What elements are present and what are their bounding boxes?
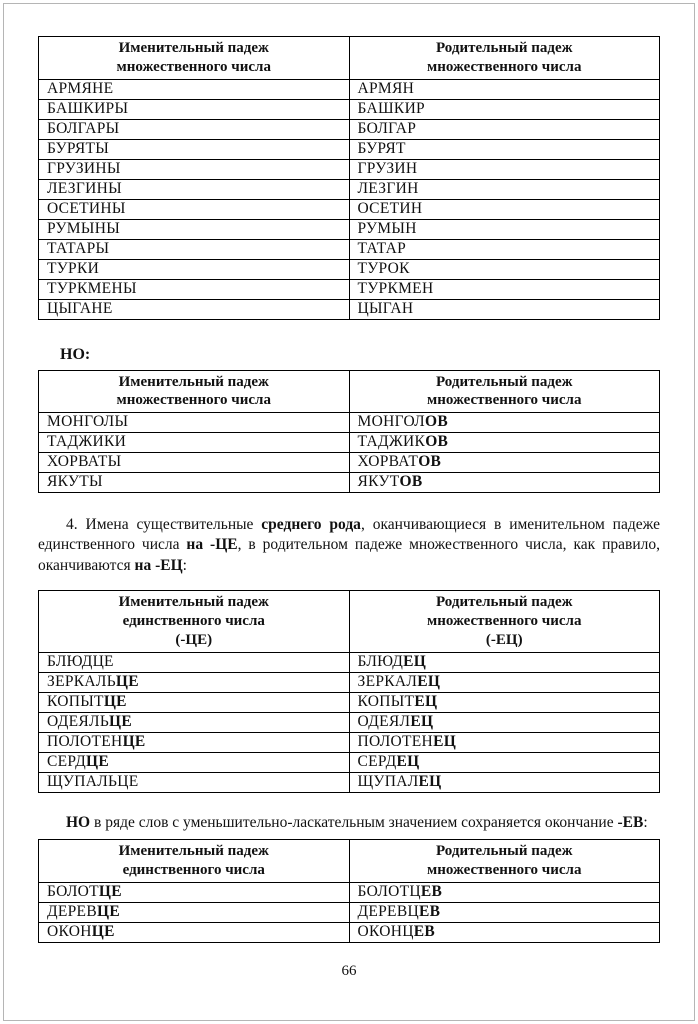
text-segment: ПОЛОТЕН (47, 732, 123, 750)
table-row (39, 279, 660, 299)
word-cell (39, 652, 350, 672)
word-cell (39, 79, 350, 99)
word-cell (349, 772, 660, 792)
word-cell (349, 433, 660, 453)
word-cell (39, 139, 350, 159)
text-segment: ТУРОК (357, 259, 410, 277)
text-segment: ЕЦ (418, 772, 442, 790)
table-row (39, 219, 660, 239)
header-row (39, 591, 660, 652)
ev-table-wrap (38, 839, 660, 943)
table-row (39, 473, 660, 493)
text-segment: БОЛОТ (47, 882, 99, 900)
text-segment: ТАТАР (357, 239, 407, 257)
table-row (39, 259, 660, 279)
word-cell (349, 732, 660, 752)
text-segment: ТАТАРЫ (47, 239, 110, 257)
word-cell (349, 259, 660, 279)
table-row (39, 882, 660, 902)
table-row (39, 433, 660, 453)
table-row (39, 672, 660, 692)
column-header: Родительный падеж множественного числа (349, 370, 660, 413)
text-segment: БОЛГАРЫ (47, 119, 120, 137)
text-segment: ГРУЗИН (357, 159, 418, 177)
word-cell (39, 712, 350, 732)
text-segment: ОДЕЯЛЬ (47, 712, 110, 730)
exceptions-table-wrap (38, 370, 660, 494)
text-segment: ОДЕЯЛ (357, 712, 411, 730)
word-cell (39, 159, 350, 179)
text-segment: МОНГОЛЫ (47, 413, 129, 431)
word-cell (39, 732, 350, 752)
text-segment: ЕЦ (417, 672, 441, 690)
text-segment: на -ЦЕ (186, 536, 238, 554)
table-row (39, 179, 660, 199)
text-segment: ХОРВАТ (357, 453, 419, 471)
word-cell (349, 119, 660, 139)
table-row (39, 119, 660, 139)
text-segment: ЦЕ (103, 692, 127, 710)
text-segment: КОПЫТ (47, 692, 104, 710)
tse-table (38, 590, 660, 792)
word-cell (349, 413, 660, 433)
text-segment: ЕВ (413, 922, 436, 940)
text-segment: среднего рода (261, 516, 361, 533)
column-header: Именительный падеж единственного числа (-ЦЕ) (39, 591, 350, 652)
text-segment: ЛЕЗГИНЫ (47, 179, 122, 197)
table-row (39, 99, 660, 119)
header-row (39, 370, 660, 413)
word-cell (39, 239, 350, 259)
text-segment: БОЛОТЦ (357, 882, 421, 900)
text-segment: ЦЕ (98, 882, 122, 900)
text-segment: , в родительном падеже множественного числа, как правило, оканчиваются (38, 536, 660, 574)
table-row (39, 79, 660, 99)
text-segment: : (182, 556, 187, 574)
text-segment: на -ЕЦ (134, 556, 183, 574)
rule4-paragraph (38, 515, 660, 576)
word-cell (349, 99, 660, 119)
text-segment: ЕЦ (414, 692, 438, 710)
header-row (39, 37, 660, 80)
exceptions-table (38, 370, 660, 494)
word-cell (39, 772, 350, 792)
text-segment: ОСЕТИНЫ (47, 199, 126, 217)
text-segment: ТУРКИ (47, 259, 100, 277)
text-segment: ДЕРЕВ (47, 902, 97, 920)
text-segment: ЦЫГАН (357, 299, 414, 317)
table-row (39, 239, 660, 259)
text-segment: , оканчивающиеся в именительном падеже единственного числа (38, 516, 660, 554)
text-segment: РУМЫНЫ (47, 219, 121, 237)
text-segment: в ряде слов с уменьшительно-ласкательным значением сохраняется окончание (90, 813, 618, 831)
table-row (39, 199, 660, 219)
text-segment: ПОЛОТЕН (357, 732, 434, 750)
word-cell (39, 752, 350, 772)
word-cell (349, 239, 660, 259)
word-cell (39, 672, 350, 692)
no-label: НО: (60, 345, 91, 363)
table-row (39, 922, 660, 942)
column-header: Именительный падеж множественного числа (39, 37, 350, 80)
word-cell (39, 259, 350, 279)
word-cell (39, 902, 350, 922)
word-cell (39, 179, 350, 199)
text-segment: РУМЫН (357, 219, 417, 237)
text-segment: ОВ (418, 453, 442, 471)
ethnonyms-table-wrap (38, 36, 660, 320)
word-cell (349, 652, 660, 672)
table-row (39, 712, 660, 732)
word-cell (349, 179, 660, 199)
word-cell (349, 79, 660, 99)
word-cell (39, 433, 350, 453)
word-cell (349, 902, 660, 922)
word-cell (349, 299, 660, 319)
text-segment: ХОРВАТЫ (47, 453, 122, 471)
text-segment: ТАДЖИК (357, 433, 426, 451)
text-segment: ОВ (425, 433, 449, 451)
word-cell (39, 882, 350, 902)
text-segment: ЗЕРКАЛЬ (47, 672, 116, 690)
column-header: Родительный падеж множественного числа (-ЕЦ) (349, 591, 660, 652)
word-cell (39, 413, 350, 433)
text-segment: КОПЫТ (357, 692, 415, 710)
text-segment: ДЕРЕВЦ (357, 902, 419, 920)
text-segment: МОНГОЛ (357, 413, 425, 431)
text-segment: : (643, 813, 648, 831)
text-segment: ТУРКМЕН (357, 279, 434, 297)
text-segment: ЦЕ (122, 732, 146, 750)
text-segment: БЛЮДЦЕ (47, 652, 114, 670)
text-segment: ЦЫГАНЕ (47, 299, 113, 317)
text-segment: ЕЦ (410, 712, 434, 730)
word-cell (39, 453, 350, 473)
word-cell (39, 692, 350, 712)
text-segment: СЕРД (47, 752, 87, 770)
table-row (39, 772, 660, 792)
text-segment: БАШКИР (357, 99, 425, 117)
text-segment: ОВ (424, 413, 448, 431)
ev-note (38, 813, 660, 833)
word-cell (349, 453, 660, 473)
text-segment: ЦЕ (109, 712, 133, 730)
tse-table-wrap (38, 590, 660, 792)
text-segment: ЛЕЗГИН (357, 179, 419, 197)
header-row (39, 840, 660, 883)
table-row (39, 752, 660, 772)
text-segment: ЗЕРКАЛ (357, 672, 418, 690)
word-cell (349, 219, 660, 239)
word-cell (39, 279, 350, 299)
text-segment: ТУРКМЕНЫ (47, 279, 137, 297)
ev-table (38, 839, 660, 943)
table-row (39, 413, 660, 433)
text-segment: ОКОН (47, 922, 92, 940)
text-segment: ЦЕ (86, 752, 110, 770)
word-cell (39, 219, 350, 239)
text-segment: СЕРД (357, 752, 397, 770)
text-segment: 4. Имена существительные (66, 516, 262, 533)
word-cell (349, 882, 660, 902)
text-segment: -ЕВ (617, 813, 644, 831)
word-cell (39, 922, 350, 942)
table-row (39, 299, 660, 319)
text-segment: АРМЯНЕ (47, 79, 114, 97)
text-segment: ЯКУТЫ (47, 473, 103, 491)
text-segment: ОКОНЦ (357, 922, 414, 940)
word-cell (39, 299, 350, 319)
text-segment: ЕЦ (403, 652, 427, 670)
column-header: Родительный падеж множественного числа (349, 840, 660, 883)
word-cell (349, 473, 660, 493)
word-cell (349, 712, 660, 732)
text-segment: БУРЯТ (357, 139, 406, 157)
table-row (39, 453, 660, 473)
text-segment: БУРЯТЫ (47, 139, 110, 157)
word-cell (349, 199, 660, 219)
text-segment: ТАДЖИКИ (47, 433, 127, 451)
text-segment: АРМЯН (357, 79, 415, 97)
text-segment: ЩУПАЛЬЦЕ (47, 772, 139, 790)
word-cell (349, 692, 660, 712)
column-header: Именительный падеж единственного числа (39, 840, 350, 883)
text-segment: БАШКИРЫ (47, 99, 129, 117)
text-segment: ГРУЗИНЫ (47, 159, 121, 177)
text-segment: БОЛГАР (357, 119, 417, 137)
table-row (39, 902, 660, 922)
word-cell (349, 139, 660, 159)
text-segment: ЦЕ (115, 672, 139, 690)
word-cell (349, 752, 660, 772)
ethnonyms-table (38, 36, 660, 320)
page-number: 66 (341, 963, 357, 979)
word-cell (349, 922, 660, 942)
text-segment: ОВ (399, 473, 423, 491)
text-segment: ЕВ (418, 902, 441, 920)
text-segment: ЩУПАЛ (357, 772, 419, 790)
word-cell (349, 279, 660, 299)
text-segment: ЕЦ (396, 752, 420, 770)
text-segment: БЛЮД (357, 652, 404, 670)
text-segment: ЦЕ (91, 922, 115, 940)
column-header: Родительный падеж множественного числа (349, 37, 660, 80)
table-row (39, 159, 660, 179)
word-cell (349, 159, 660, 179)
text-segment: ЕВ (420, 882, 443, 900)
word-cell (349, 672, 660, 692)
table-row (39, 692, 660, 712)
text-segment: НО (66, 813, 91, 831)
table-row (39, 139, 660, 159)
text-segment: ЦЕ (96, 902, 120, 920)
word-cell (39, 99, 350, 119)
column-header: Именительный падеж множественного числа (39, 370, 350, 413)
table-row (39, 652, 660, 672)
text-segment: ОСЕТИН (357, 199, 423, 217)
word-cell (39, 119, 350, 139)
word-cell (39, 473, 350, 493)
word-cell (39, 199, 350, 219)
table-row (39, 732, 660, 752)
text-segment: ЕЦ (433, 732, 457, 750)
text-segment: ЯКУТ (357, 473, 400, 491)
